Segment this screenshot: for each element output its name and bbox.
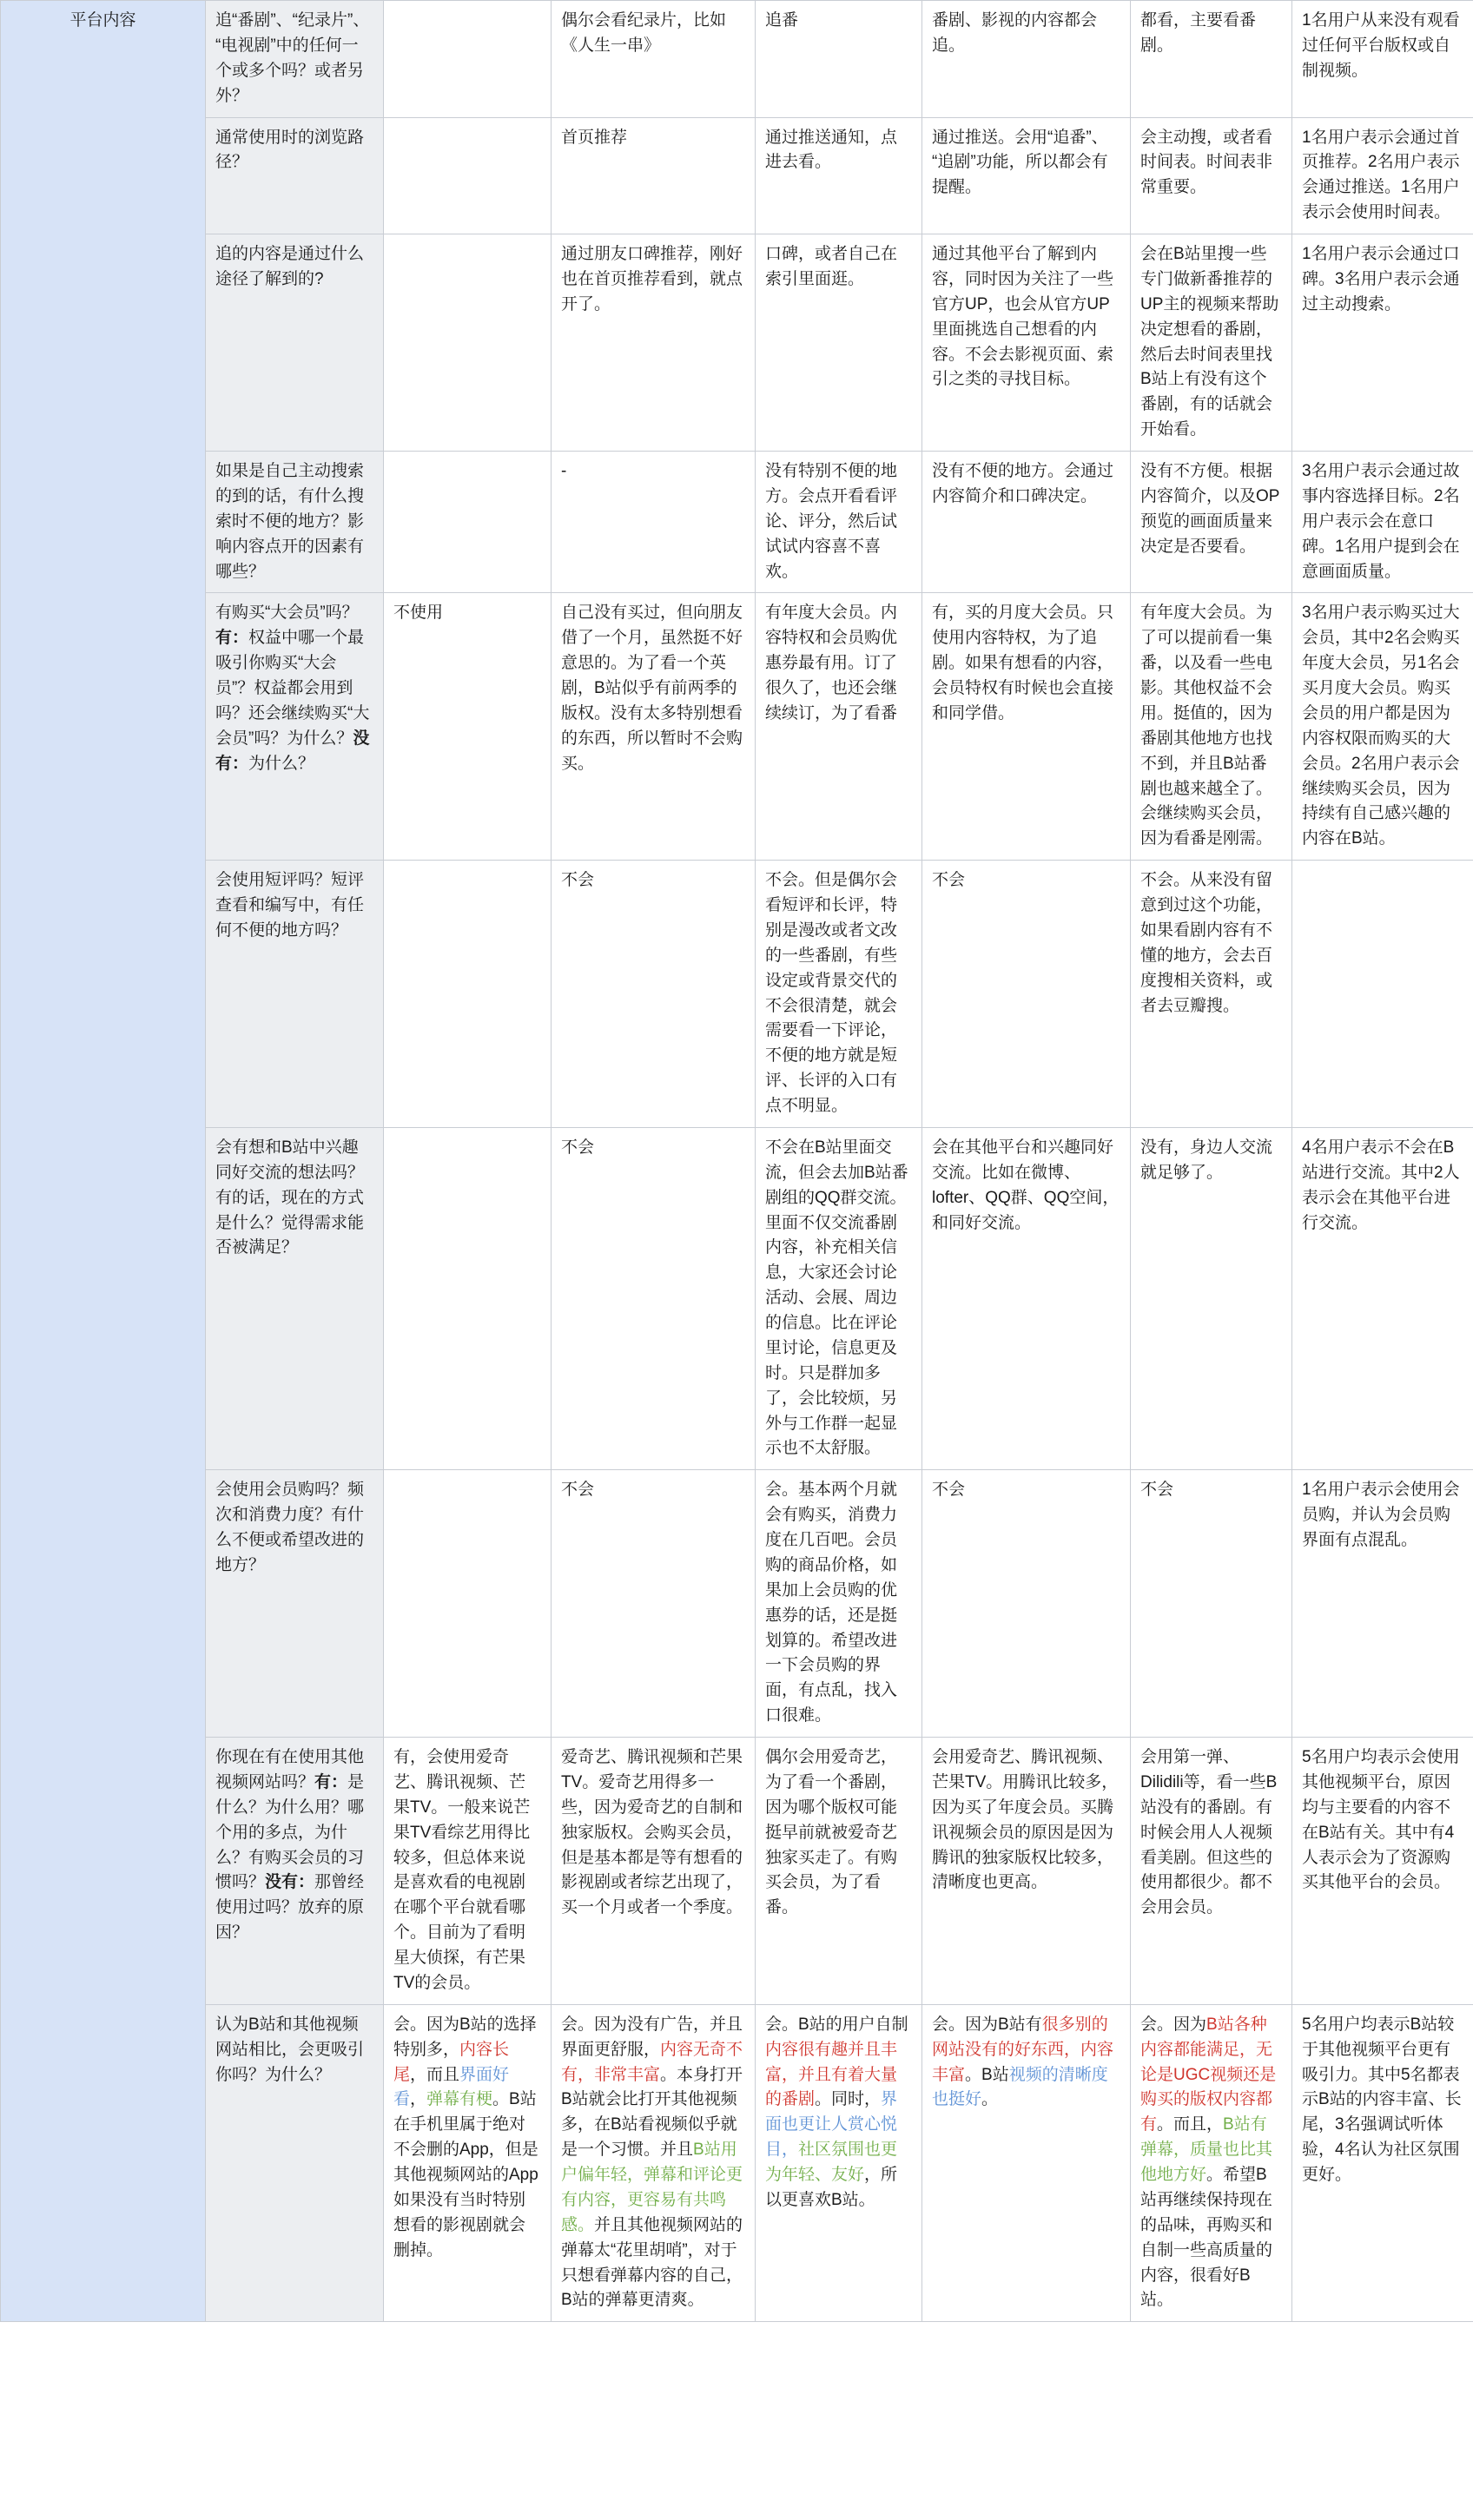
summary-cell: 4名用户表示不会在B站进行交流。其中2人表示会在其他平台进行交流。 xyxy=(1292,1127,1473,1469)
answer-user-2: 会。B站的用户自制内容很有趣并且丰富，并且有着大量的番剧。同时，界面也更让人赏心悦目，社区氛围也更为年轻、友好，所以更喜欢B站。 xyxy=(756,2004,922,2322)
summary-cell: 5名用户均表示B站较于其他视频平台更有吸引力。其中5名都表示B站的内容丰富、长尾，3名强调试听体验，4名认为社区氛围更好。 xyxy=(1292,2004,1473,2322)
summary-cell xyxy=(1292,861,1473,1128)
answer-user-4: 会用第一弹、Dilidili等，看一些B站没有的番剧。有时候会用人人视频看美剧。但这些的使用都很少。都不会用会员。 xyxy=(1131,1738,1292,2005)
table-row xyxy=(1,1738,1473,2005)
answer-user-1: 爱奇艺、腾讯视频和芒果TV。爱奇艺用得多一些，因为爱奇艺的自制和独家版权。会购买会员，但是基本都是等有想看的影视剧或者综艺出现了，买一个月或者一个季度。 xyxy=(552,1738,756,2005)
answer-user-2: 通过推送通知，点进去看。 xyxy=(756,117,922,234)
answer-user-3: 不会 xyxy=(922,861,1131,1128)
answer-user-2: 追番 xyxy=(756,1,922,118)
table-row xyxy=(1,861,1473,1128)
answer-user-4: 会。因为B站各种内容都能满足，无论是UGC视频还是购买的版权内容都有。而且，B站有弹幕，质量也比其他地方好。希望B站再继续保持现在的品味，再购买和自制一些高质量的内容，很看好B站。 xyxy=(1131,2004,1292,2322)
answer-user-0 xyxy=(384,1470,552,1738)
table-row xyxy=(1,1,1473,118)
answer-user-0 xyxy=(384,1127,552,1469)
answer-user-0: 会。因为B站的选择特别多，内容长尾，而且界面好看，弹幕有梗。B站在手机里属于绝对不会删的App，但是其他视频网站的App如果没有当时特别想看的影视剧就会删掉。 xyxy=(384,2004,552,2322)
question-cell: 如果是自己主动搜索的到的话，有什么搜索时不便的地方？影响内容点开的因素有哪些？ xyxy=(206,452,384,593)
table-row xyxy=(1,234,1473,452)
answer-user-1: 不会 xyxy=(552,861,756,1128)
table-body xyxy=(1,1,1473,2322)
question-cell: 会使用短评吗？短评查看和编写中，有任何不便的地方吗？ xyxy=(206,861,384,1128)
question-cell: 会使用会员购吗？频次和消费力度？有什么不便或希望改进的地方？ xyxy=(206,1470,384,1738)
answer-user-0 xyxy=(384,117,552,234)
answer-user-2: 口碑，或者自己在索引里面逛。 xyxy=(756,234,922,452)
answer-user-1: 会。因为没有广告，并且界面更舒服，内容无奇不有，非常丰富。本身打开B站就会比打开其他视频多，在B站看视频似乎就是一个习惯。并且B站用户偏年轻，弹幕和评论更有内容，更容易有共鸣感。并且其他视频网站的弹幕太“花里胡哨”，对于只想看弹幕内容的自己，B站的弹幕更清爽。 xyxy=(552,2004,756,2322)
answer-user-1: - xyxy=(552,452,756,593)
summary-cell: 1名用户表示会使用会员购，并认为会员购界面有点混乱。 xyxy=(1292,1470,1473,1738)
answer-user-0: 有，会使用爱奇艺、腾讯视频、芒果TV。一般来说芒果TV看综艺用得比较多，但总体来说是喜欢看的电视剧在哪个平台就看哪个。目前为了看明星大侦探，有芒果TV的会员。 xyxy=(384,1738,552,2005)
question-cell: 追“番剧”、“纪录片”、“电视剧”中的任何一个或多个吗？或者另外？ xyxy=(206,1,384,118)
answer-user-0 xyxy=(384,452,552,593)
answer-user-1: 自己没有买过，但向朋友借了一个月，虽然挺不好意思的。为了看一个英剧，B站似乎有前两季的版权。没有太多特别想看的东西，所以暂时不会购买。 xyxy=(552,593,756,861)
table-row xyxy=(1,2004,1473,2322)
summary-cell: 1名用户表示会通过口碑。3名用户表示会通过主动搜索。 xyxy=(1292,234,1473,452)
summary-cell: 3名用户表示会通过故事内容选择目标。2名用户表示会在意口碑。1名用户提到会在意画面质量。 xyxy=(1292,452,1473,593)
summary-cell: 3名用户表示购买过大会员，其中2名会购买年度大会员，另1名会买月度大会员。购买会员的用户都是因为内容权限而购买的大会员。2名用户表示会继续购买会员，因为持续有自己感兴趣的内容在B站。 xyxy=(1292,593,1473,861)
answer-user-1: 通过朋友口碑推荐，刚好也在首页推荐看到，就点开了。 xyxy=(552,234,756,452)
answer-user-4: 有年度大会员。为了可以提前看一集番，以及看一些电影。其他权益不会用。挺值的，因为番剧其他地方也找不到，并且B站番剧也越来越全了。会继续购买会员，因为看番是刚需。 xyxy=(1131,593,1292,861)
answer-user-0: 不使用 xyxy=(384,593,552,861)
answer-user-4: 会主动搜，或者看时间表。时间表非常重要。 xyxy=(1131,117,1292,234)
answer-user-1: 不会 xyxy=(552,1470,756,1738)
question-cell: 你现在有在使用其他视频网站吗？有：是什么？为什么用？哪个用的多点，为什么？有购买会员的习惯吗？没有：那曾经使用过吗？放弃的原因？ xyxy=(206,1738,384,2005)
table-row xyxy=(1,1127,1473,1469)
table-row xyxy=(1,1470,1473,1738)
answer-user-1: 首页推荐 xyxy=(552,117,756,234)
answer-user-3: 番剧、影视的内容都会追。 xyxy=(922,1,1131,118)
answer-user-4: 都看，主要看番剧。 xyxy=(1131,1,1292,118)
question-cell: 会有想和B站中兴趣同好交流的想法吗？有的话，现在的方式是什么？觉得需求能否被满足？ xyxy=(206,1127,384,1469)
answer-user-4: 不会。从来没有留意到过这个功能，如果看剧内容有不懂的地方，会去百度搜相关资料，或者去豆瓣搜。 xyxy=(1131,861,1292,1128)
table-row xyxy=(1,593,1473,861)
answer-user-1: 偶尔会看纪录片，比如《人生一串》 xyxy=(552,1,756,118)
answer-user-2: 会。基本两个月就会有购买，消费力度在几百吧。会员购的商品价格，如果加上会员购的优惠券的话，还是挺划算的。希望改进一下会员购的界面，有点乱，找入口很难。 xyxy=(756,1470,922,1738)
summary-cell: 1名用户表示会通过首页推荐。2名用户表示会通过推送。1名用户表示会使用时间表。 xyxy=(1292,117,1473,234)
answer-user-2: 偶尔会用爱奇艺，为了看一个番剧，因为哪个版权可能挺早前就被爱奇艺独家买走了。有购买会员，为了看番。 xyxy=(756,1738,922,2005)
table-row xyxy=(1,117,1473,234)
answer-user-3: 不会 xyxy=(922,1470,1131,1738)
question-cell: 认为B站和其他视频网站相比，会更吸引你吗？为什么？ xyxy=(206,2004,384,2322)
answer-user-1: 不会 xyxy=(552,1127,756,1469)
answer-user-4: 不会 xyxy=(1131,1470,1292,1738)
answer-user-3: 通过其他平台了解到内容，同时因为关注了一些官方UP，也会从官方UP里面挑选自己想看的内容。不会去影视页面、索引之类的寻找目标。 xyxy=(922,234,1131,452)
table-row xyxy=(1,452,1473,593)
answer-user-4: 会在B站里搜一些专门做新番推荐的UP主的视频来帮助决定想看的番剧，然后去时间表里找B站上有没有这个番剧，有的话就会开始看。 xyxy=(1131,234,1292,452)
question-cell: 有购买“大会员”吗？有：权益中哪一个最吸引你购买“大会员”？权益都会用到吗？还会继续购买“大会员”吗？为什么？没有：为什么？ xyxy=(206,593,384,861)
answer-user-0 xyxy=(384,1,552,118)
question-cell: 追的内容是通过什么途径了解到的? xyxy=(206,234,384,452)
answer-user-3: 会在其他平台和兴趣同好交流。比如在微博、lofter、QQ群、QQ空间，和同好交流。 xyxy=(922,1127,1131,1469)
answer-user-0 xyxy=(384,234,552,452)
answer-user-2: 不会在B站里面交流，但会去加B站番剧组的QQ群交流。里面不仅交流番剧内容，补充相关信息，大家还会讨论活动、会展、周边的信息。比在评论里讨论，信息更及时。只是群加多了，会比较烦，另外与工作群一起显示也不太舒服。 xyxy=(756,1127,922,1469)
answer-user-0 xyxy=(384,861,552,1128)
answer-user-2: 有年度大会员。内容特权和会员购优惠券最有用。订了很久了，也还会继续续订，为了看番 xyxy=(756,593,922,861)
question-cell: 通常使用时的浏览路径？ xyxy=(206,117,384,234)
answer-user-3: 有，买的月度大会员。只使用内容特权，为了追剧。如果有想看的内容，会员特权有时候也会直接和同学借。 xyxy=(922,593,1131,861)
category-label: 平台内容 xyxy=(1,1,206,2322)
answer-user-3: 会用爱奇艺、腾讯视频、芒果TV。用腾讯比较多，因为买了年度会员。买腾讯视频会员的原因是因为腾讯的独家版权比较多，清晰度也更高。 xyxy=(922,1738,1131,2005)
answer-user-2: 不会。但是偶尔会看短评和长评，特别是漫改或者文改的一些番剧，有些设定或背景交代的不会很清楚，就会需要看一下评论，不便的地方就是短评、长评的入口有点不明显。 xyxy=(756,861,922,1128)
answer-user-3: 通过推送。会用“追番”、“追剧”功能，所以都会有提醒。 xyxy=(922,117,1131,234)
answer-user-2: 没有特别不便的地方。会点开看看评论、评分，然后试试试内容喜不喜欢。 xyxy=(756,452,922,593)
answer-user-3: 没有不便的地方。会通过内容简介和口碑决定。 xyxy=(922,452,1131,593)
answer-user-4: 没有不方便。根据内容简介，以及OP预览的画面质量来决定是否要看。 xyxy=(1131,452,1292,593)
summary-cell: 1名用户从来没有观看过任何平台版权或自制视频。 xyxy=(1292,1,1473,118)
summary-cell: 5名用户均表示会使用其他视频平台，原因均与主要看的内容不在B站有关。其中有4人表示会为了资源购买其他平台的会员。 xyxy=(1292,1738,1473,2005)
answer-user-4: 没有，身边人交流就足够了。 xyxy=(1131,1127,1292,1469)
answer-user-3: 会。因为B站有很多别的网站没有的好东西，内容丰富。B站视频的清晰度也挺好。 xyxy=(922,2004,1131,2322)
